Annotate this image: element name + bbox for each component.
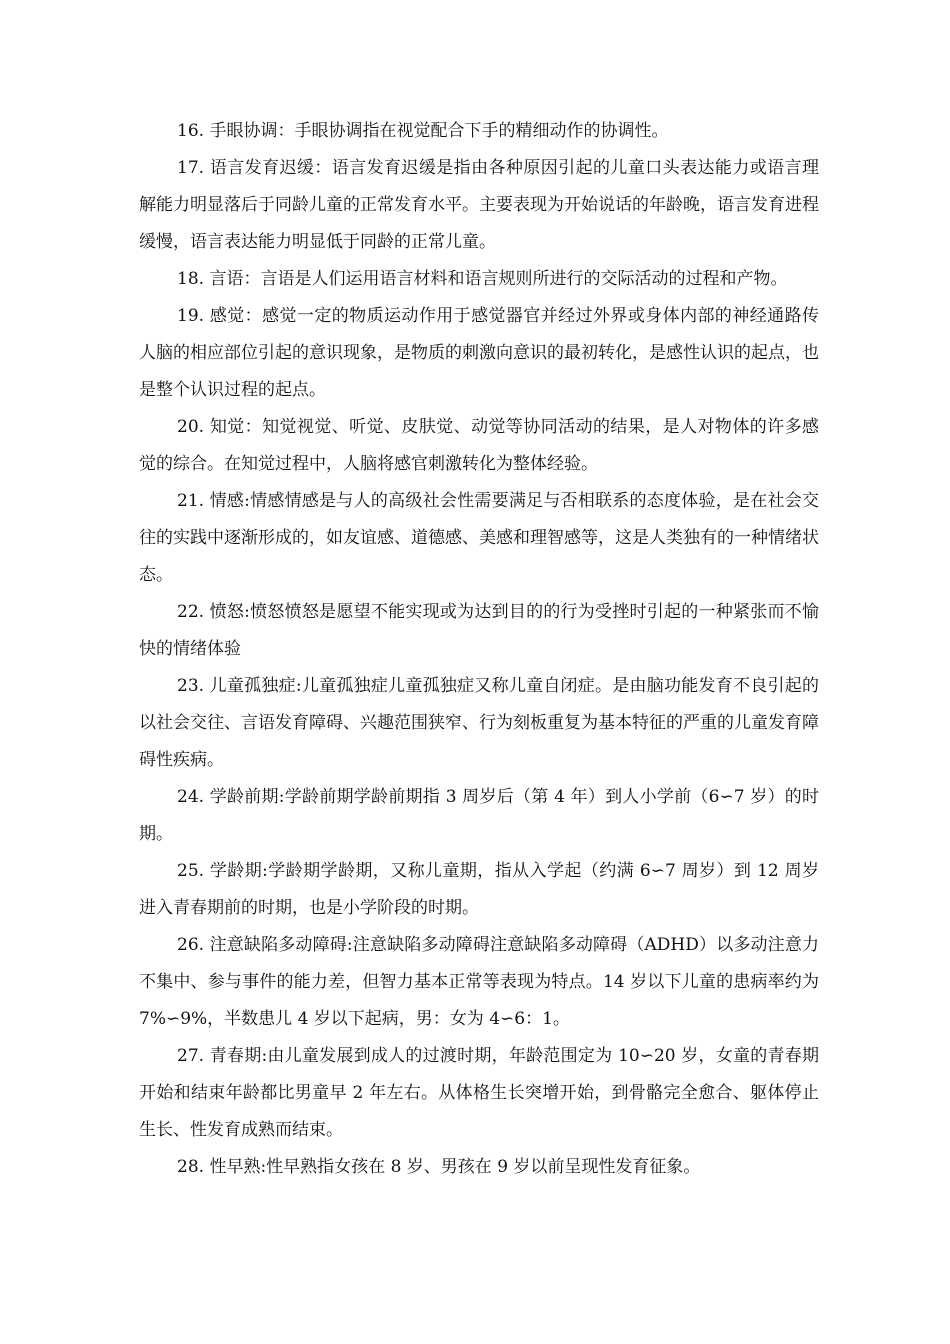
term-entry-18: 18. 言语：言语是人们运用语言材料和语言规则所进行的交际活动的过程和产物。 <box>177 269 788 289</box>
term-entry-24: 24. 学龄前期:学龄前期学龄前期指 3 周岁后（第 4 年）到人小学前（6∽7 岁）的时期。 <box>139 787 819 844</box>
term-entry-28: 28. 性早熟:性早熟指女孩在 8 岁、男孩在 9 岁以前呈现性发育征象。 <box>177 1157 701 1177</box>
term-entry-27: 27. 青春期:由儿童发展到成人的过渡时期，年龄范围定为 10∽20 岁，女童的青春期开始和结束年龄都比男童早 2 年左右。从体格生长突增开始，到骨骼完全愈合、躯体停止生长、性发育成熟而结束。 <box>139 1046 819 1140</box>
term-entry-26: 26. 注意缺陷多动障碍:注意缺陷多动障碍注意缺陷多动障碍（ADHD）以多动注意力不集中、参与事件的能力差，但智力基本正常等表现为特点。14 岁以下儿童的患病率约为 7%∽9%，半数患儿 4 岁以下起病，男：女为 4∽6：1。 <box>139 935 819 1029</box>
term-entry-22: 22. 愤怒:愤怒愤怒是愿望不能实现或为达到目的的行为受挫时引起的一种紧张而不愉快的情绪体验 <box>139 602 819 659</box>
term-entry-19: 19. 感觉：感觉一定的物质运动作用于感觉器官并经过外界或身体内部的神经通路传人脑的相应部位引起的意识现象，是物质的刺激向意识的最初转化，是感性认识的起点，也是整个认识过程的起点。 <box>139 306 819 400</box>
term-entry-23: 23. 儿童孤独症:儿童孤独症儿童孤独症又称儿童自闭症。是由脑功能发育不良引起的以社会交往、言语发育障碍、兴趣范围狭窄、行为刻板重复为基本特征的严重的儿童发育障碍性疾病。 <box>139 676 819 770</box>
term-entry-16: 16. 手眼协调：手眼协调指在视觉配合下手的精细动作的协调性。 <box>177 121 669 141</box>
term-entry-25: 25. 学龄期:学龄期学龄期，又称儿童期，指从入学起（约满 6∽7 周岁）到 12 周岁进入青春期前的时期，也是小学阶段的时期。 <box>139 861 819 918</box>
term-entry-20: 20. 知觉：知觉视觉、听觉、皮肤觉、动觉等协同活动的结果，是人对物体的许多感觉的综合。在知觉过程中，人脑将感官刺激转化为整体经验。 <box>139 417 819 474</box>
term-entry-17: 17. 语言发育迟缓：语言发育迟缓是指由各种原因引起的儿童口头表达能力或语言理解能力明显落后于同龄儿童的正常发育水平。主要表现为开始说话的年龄晚，语言发育进程缓慢，语言表达能力明显低于同龄的正常儿童。 <box>139 158 819 252</box>
term-entry-21: 21. 情感:情感情感是与人的高级社会性需要满足与否相联系的态度体验，是在社会交往的实践中逐渐形成的，如友谊感、道德感、美感和理智感等，这是人类独有的一种情绪状态。 <box>139 491 819 585</box>
document-page <box>139 113 819 1186</box>
